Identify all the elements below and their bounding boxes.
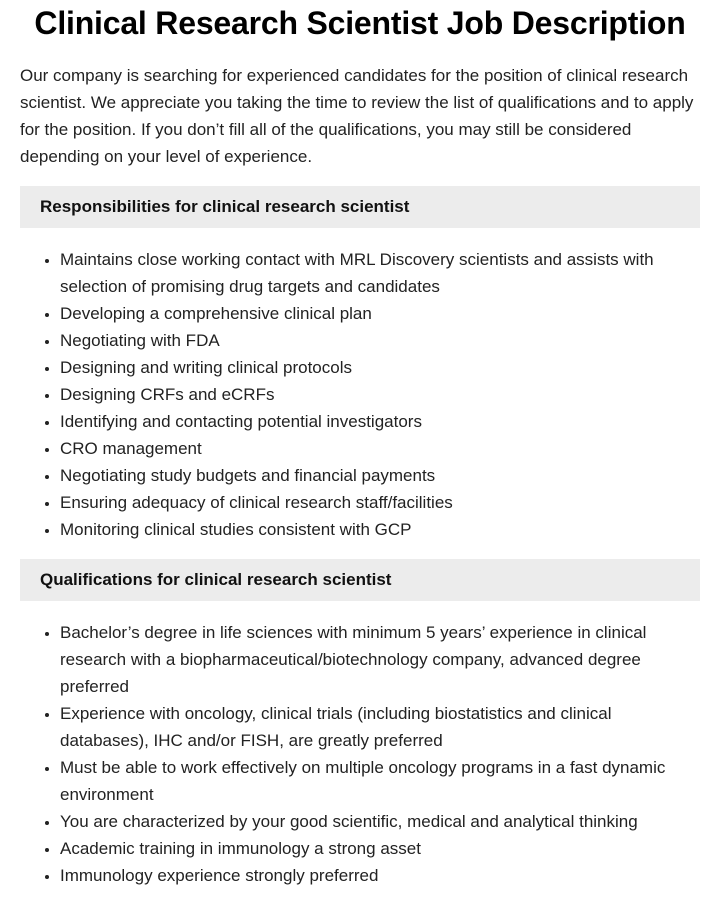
list-item: • Designing and writing clinical protocols: [60, 354, 700, 381]
qualifications-list: [20, 619, 700, 889]
list-item: • Must be able to work effectively on multiple oncology programs in a fast dynamic environment: [60, 754, 700, 808]
list-item: • Experience with oncology, clinical trials (including biostatistics and clinical databases), IHC and/or FISH, are greatly preferred: [60, 700, 700, 754]
list-item: • Designing CRFs and eCRFs: [60, 381, 700, 408]
list-item: • You are characterized by your good scientific, medical and analytical thinking: [60, 808, 700, 835]
list-item: • Bachelor’s degree in life sciences with minimum 5 years’ experience in clinical research with a biopharmaceutical/biotechnology company, advanced degree preferred: [60, 619, 700, 700]
page-title: Clinical Research Scientist Job Description: [34, 5, 686, 41]
list-item: • Academic training in immunology a strong asset: [60, 835, 700, 862]
list-item: • Negotiating study budgets and financial payments: [60, 462, 700, 489]
responsibilities-heading: Responsibilities for clinical research scientist: [20, 186, 700, 228]
responsibilities-list: [20, 246, 700, 543]
intro-paragraph: Our company is searching for experienced candidates for the position of clinical research scientist. We appreciate you taking the time to review the list of qualifications and to apply for the position. If you don’t fill all of the qualifications, you may still be considered depending on your level of experience.: [20, 66, 694, 166]
list-item: • Identifying and contacting potential investigators: [60, 408, 700, 435]
list-item: • Maintains close working contact with MRL Discovery scientists and assists with selection of promising drug targets and candidates: [60, 246, 700, 300]
list-item: • Negotiating with FDA: [60, 327, 700, 354]
list-item: • Immunology experience strongly preferred: [60, 862, 700, 889]
list-item: • Monitoring clinical studies consistent with GCP: [60, 516, 700, 543]
qualifications-heading: Qualifications for clinical research scientist: [20, 559, 700, 601]
list-item: • Developing a comprehensive clinical plan: [60, 300, 700, 327]
list-item: • Ensuring adequacy of clinical research staff/facilities: [60, 489, 700, 516]
list-item: • CRO management: [60, 435, 700, 462]
